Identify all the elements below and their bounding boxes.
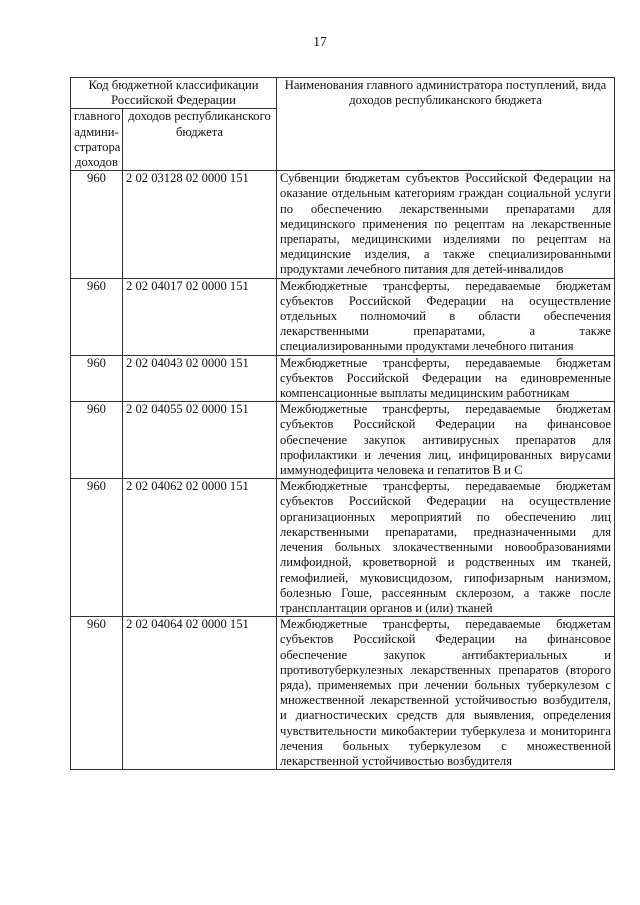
table-header-row-1	[71, 78, 615, 109]
table-row	[71, 278, 615, 355]
description-cell: Межбюджетные трансферты, передаваемые бюджетам субъектов Российской Федерации на единовременные компенсационные выплаты медицинским работникам	[277, 355, 615, 402]
description-cell: Межбюджетные трансферты, передаваемые бюджетам субъектов Российской Федерации на осуществление отдельных полномочий в области обеспечения лекарственными препаратами, а также специализированными продуктами лечебного питания	[277, 278, 615, 355]
admin-code-cell: 960	[71, 355, 123, 402]
budget-classification-table	[70, 77, 615, 770]
admin-code-cell: 960	[71, 278, 123, 355]
income-code-cell: 2 02 04062 02 0000 151	[123, 479, 277, 617]
admin-code-cell: 960	[71, 479, 123, 617]
description-cell: Межбюджетные трансферты, передаваемые бюджетам субъектов Российской Федерации на осуществление организационных мероприятий по обеспечению лиц лекарственными препаратами, предназначенными для лечения больных злокачественными новообразованиями лимфоидной, кроветворной и родственных им тканей, гемофилией, муковисцидозом, гипофизарным нанизмом, болезнью Гоше, рассеянным склерозом, а также после трансплантации органов и (или) тканей	[277, 479, 615, 617]
table-row	[71, 617, 615, 770]
table-row	[71, 402, 615, 479]
admin-code-cell: 960	[71, 402, 123, 479]
header-name: Наименования главного администратора поступлений, вида доходов республиканского бюджета	[277, 78, 615, 171]
header-income-type: доходов республиканского бюджета	[123, 109, 277, 171]
income-code-cell: 2 02 04017 02 0000 151	[123, 278, 277, 355]
income-code-cell: 2 02 04043 02 0000 151	[123, 355, 277, 402]
income-code-cell: 2 02 04064 02 0000 151	[123, 617, 277, 770]
table-row	[71, 171, 615, 278]
description-cell: Субвенции бюджетам субъектов Российской Федерации на оказание отдельным категориям граждан социальной услуги по обеспечению лекарственными препаратами для медицинского применения по рецептам на лекарственные препараты, медицинскими изделиями по рецептам на медицинские изделия, а также специализированными продуктами лечебного питания для детей-инвалидов	[277, 171, 615, 278]
page-number: 17	[313, 34, 327, 49]
table-row	[71, 355, 615, 402]
admin-code-cell: 960	[71, 617, 123, 770]
table-row	[71, 479, 615, 617]
income-code-cell: 2 02 04055 02 0000 151	[123, 402, 277, 479]
description-cell: Межбюджетные трансферты, передаваемые бюджетам субъектов Российской Федерации на финансовое обеспечение закупок антивирусных препаратов для профилактики и лечения лиц, инфицированных вирусами иммунодефицита человека и гепатитов В и С	[277, 402, 615, 479]
header-budget-classification-code: Код бюджетной классификации Российской Федерации	[71, 78, 277, 109]
description-cell: Межбюджетные трансферты, передаваемые бюджетам субъектов Российской Федерации на финансовое обеспечение закупок антибактериальных и противотуберкулезных лекарственных препаратов (второго ряда), применяемых при лечении больных туберкулезом с множественной лекарственной устойчивостью возбудителя, и диагностических средств для выявления, определения чувствительности микобактерии туберкулеза и мониторинга лечения больных туберкулезом с множественной лекарственной устойчивостью возбудителя	[277, 617, 615, 770]
income-code-cell: 2 02 03128 02 0000 151	[123, 171, 277, 278]
header-main-administrator: главного админи-стратора доходов	[71, 109, 123, 171]
admin-code-cell: 960	[71, 171, 123, 278]
